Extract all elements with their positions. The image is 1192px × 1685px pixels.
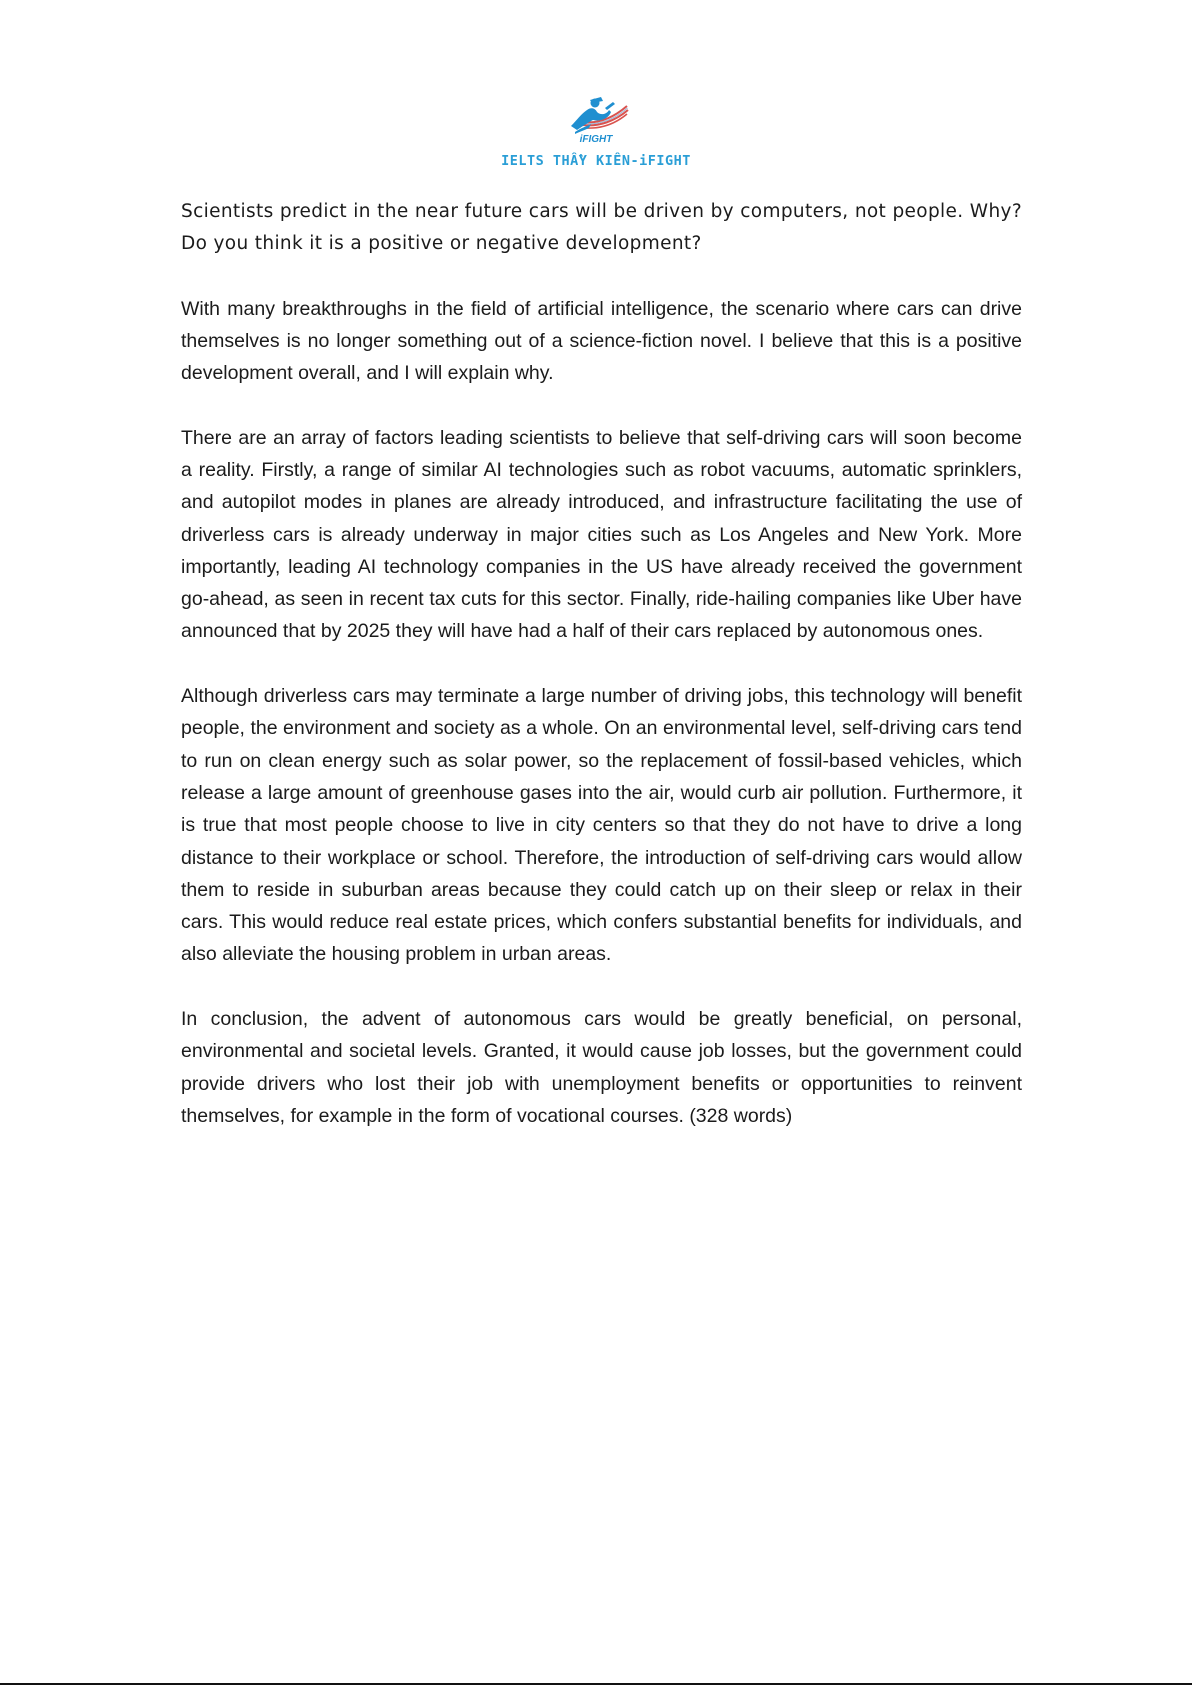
ifight-runner-logo-icon	[561, 92, 631, 144]
essay-paragraph-intro: With many breakthroughs in the field of artificial intelligence, the scenario where cars can drive themselves is no longer something out of a science-fiction novel. I believe that this is a positive development overall, and I will explain why.	[181, 297, 1022, 385]
svg-text:iFIGHT: iFIGHT	[579, 134, 613, 144]
essay-prompt: Scientists predict in the near future cars will be driven by computers, not people. Why? Do you think it is a positive or negative development?	[181, 201, 1022, 254]
essay-paragraph-benefits: Although driverless cars may terminate a large number of driving jobs, this technology will benefit people, the environment and society as a whole. On an environmental level, self-driving cars tend to run on clean energy such as solar power, so the replacement of fossil-based vehicles, which release a large amount of greenhouse gases into the air, would curb air pollution. Furthermore, it is true that most people choose to live in city centers so that they do not have to drive a long distance to their workplace or school. Therefore, the introduction of self-driving cars would allow them to reside in suburban areas because they could catch up on their sleep or relax in their cars. This would reduce real estate prices, which confers substantial benefits for individuals, and also alleviate the housing problem in urban areas.	[181, 685, 1022, 966]
brand-line: IELTS THẦY KIÊN-iFIGHT	[501, 153, 691, 169]
essay-paragraph-reasons: There are an array of factors leading scientists to believe that self-driving cars will soon become a reality. Firstly, a range of similar AI technologies such as robot vacuums, automatic sprinklers, and autopilot modes in planes are already introduced, and infrastructure facilitating the use of driverless cars is already underway in major cities such as Los Angeles and New York. More importantly, leading AI technology companies in the US have already received the government go-ahead, as seen in recent tax cuts for this sector. Finally, ride-hailing companies like Uber have announced that by 2025 they will have had a half of their cars replaced by autonomous ones.	[181, 426, 1022, 643]
essay-body	[181, 196, 1022, 1165]
document-header	[0, 92, 1192, 169]
essay-paragraph-conclusion: In conclusion, the advent of autonomous cars would be greatly beneficial, on personal, environmental and societal levels. Granted, it would cause job losses, but the government could provide drivers who lost their job with unemployment benefits or opportunities to reinvent themselves, for example in the form of vocational courses. (328 words)	[181, 1008, 1022, 1127]
